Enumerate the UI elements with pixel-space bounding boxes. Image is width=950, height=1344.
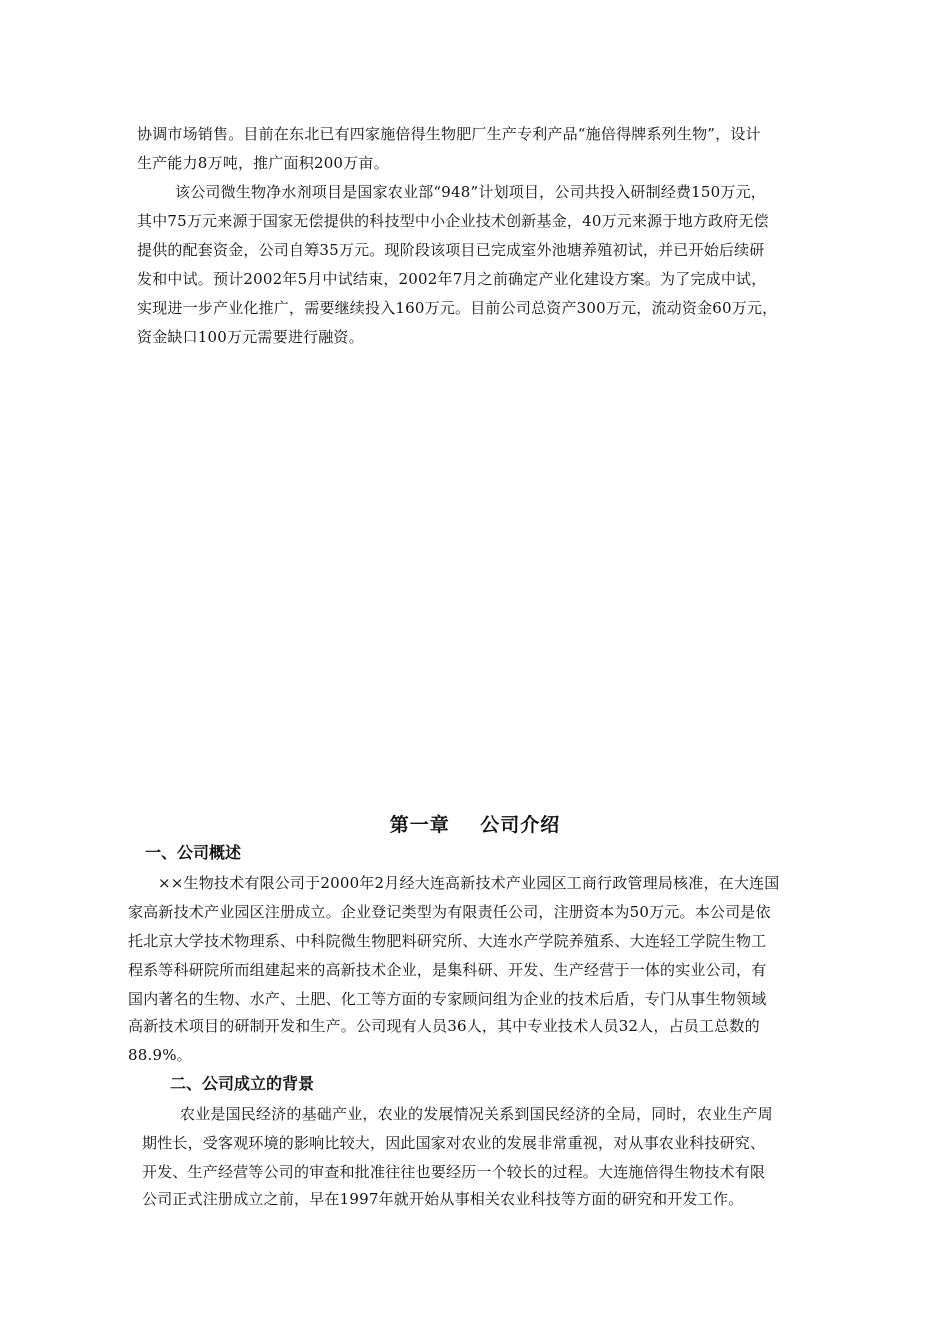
text-line: 其中75万元来源于国家无偿提供的科技型中小企业技术创新基金，40万元来源于地方政府无偿 (137, 212, 769, 230)
text-line: 高新技术项目的研制开发和生产。公司现有人员36人，其中专业技术人员32人，占员工总数的 (128, 1017, 760, 1035)
text-line: ××生物技术有限公司于2000年2月经大连高新技术产业园区工商行政管理局核准，在大连国 (158, 874, 780, 892)
text-line: 提供的配套资金，公司自筹35万元。现阶段该项目已完成室外池塘养殖初试，并已开始后续研 (137, 241, 765, 259)
text-line: 家高新技术产业园区注册成立。企业登记类型为有限责任公司，注册资本为50万元。本公司是依 (128, 903, 771, 921)
chapter-title: 第一章 公司介绍 (389, 814, 561, 836)
text-line: 该公司微生物净水剂项目是国家农业部“948”计划项目，公司共投入研制经费150万元， (175, 183, 767, 201)
text-line: 开发、生产经营等公司的审查和批准往往也要经历一个较长的过程。大连施倍得生物技术有限 (142, 1163, 766, 1181)
text-line: 实现进一步产业化推广，需要继续投入160万元。目前公司总资产300万元，流动资金60万元， (137, 299, 778, 317)
text-line: 农业是国民经济的基础产业，农业的发展情况关系到国民经济的全局，同时，农业生产周 (180, 1105, 773, 1123)
text-line: 程系等科研院所而组建起来的高新技术企业，是集科研、开发、生产经营于一体的实业公司，有 (128, 961, 767, 979)
section-heading: 一、公司概述 (145, 843, 242, 862)
section-heading: 二、公司成立的背景 (170, 1074, 315, 1093)
text-line: 资金缺口100万元需要进行融资。 (137, 328, 364, 346)
text-line: 生产能力8万吨，推广面积200万亩。 (137, 154, 389, 172)
text-line: 协调市场销售。目前在东北已有四家施倍得生物肥厂生产专利产品“施倍得牌系列生物”，设计 (137, 125, 761, 143)
text-line: 发和中试。预计2002年5月中试结束，2002年7月之前确定产业化建设方案。为了完成中试， (137, 270, 767, 288)
text-line: 国内著名的生物、水产、土肥、化工等方面的专家顾问组为企业的技术后盾，专门从事生物领域 (128, 990, 767, 1008)
text-line: 托北京大学技术物理系、中科院微生物肥料研究所、大连水产学院养殖系、大连轻工学院生物工 (128, 932, 767, 950)
text-line: 期性长，受客观环境的影响比较大，因此国家对农业的发展非常重视，对从事农业科技研究、 (142, 1134, 766, 1152)
text-line: 88.9%。 (128, 1046, 192, 1064)
text-line: 公司正式注册成立之前，早在1997年就开始从事相关农业科技等方面的研究和开发工作。 (142, 1190, 744, 1208)
